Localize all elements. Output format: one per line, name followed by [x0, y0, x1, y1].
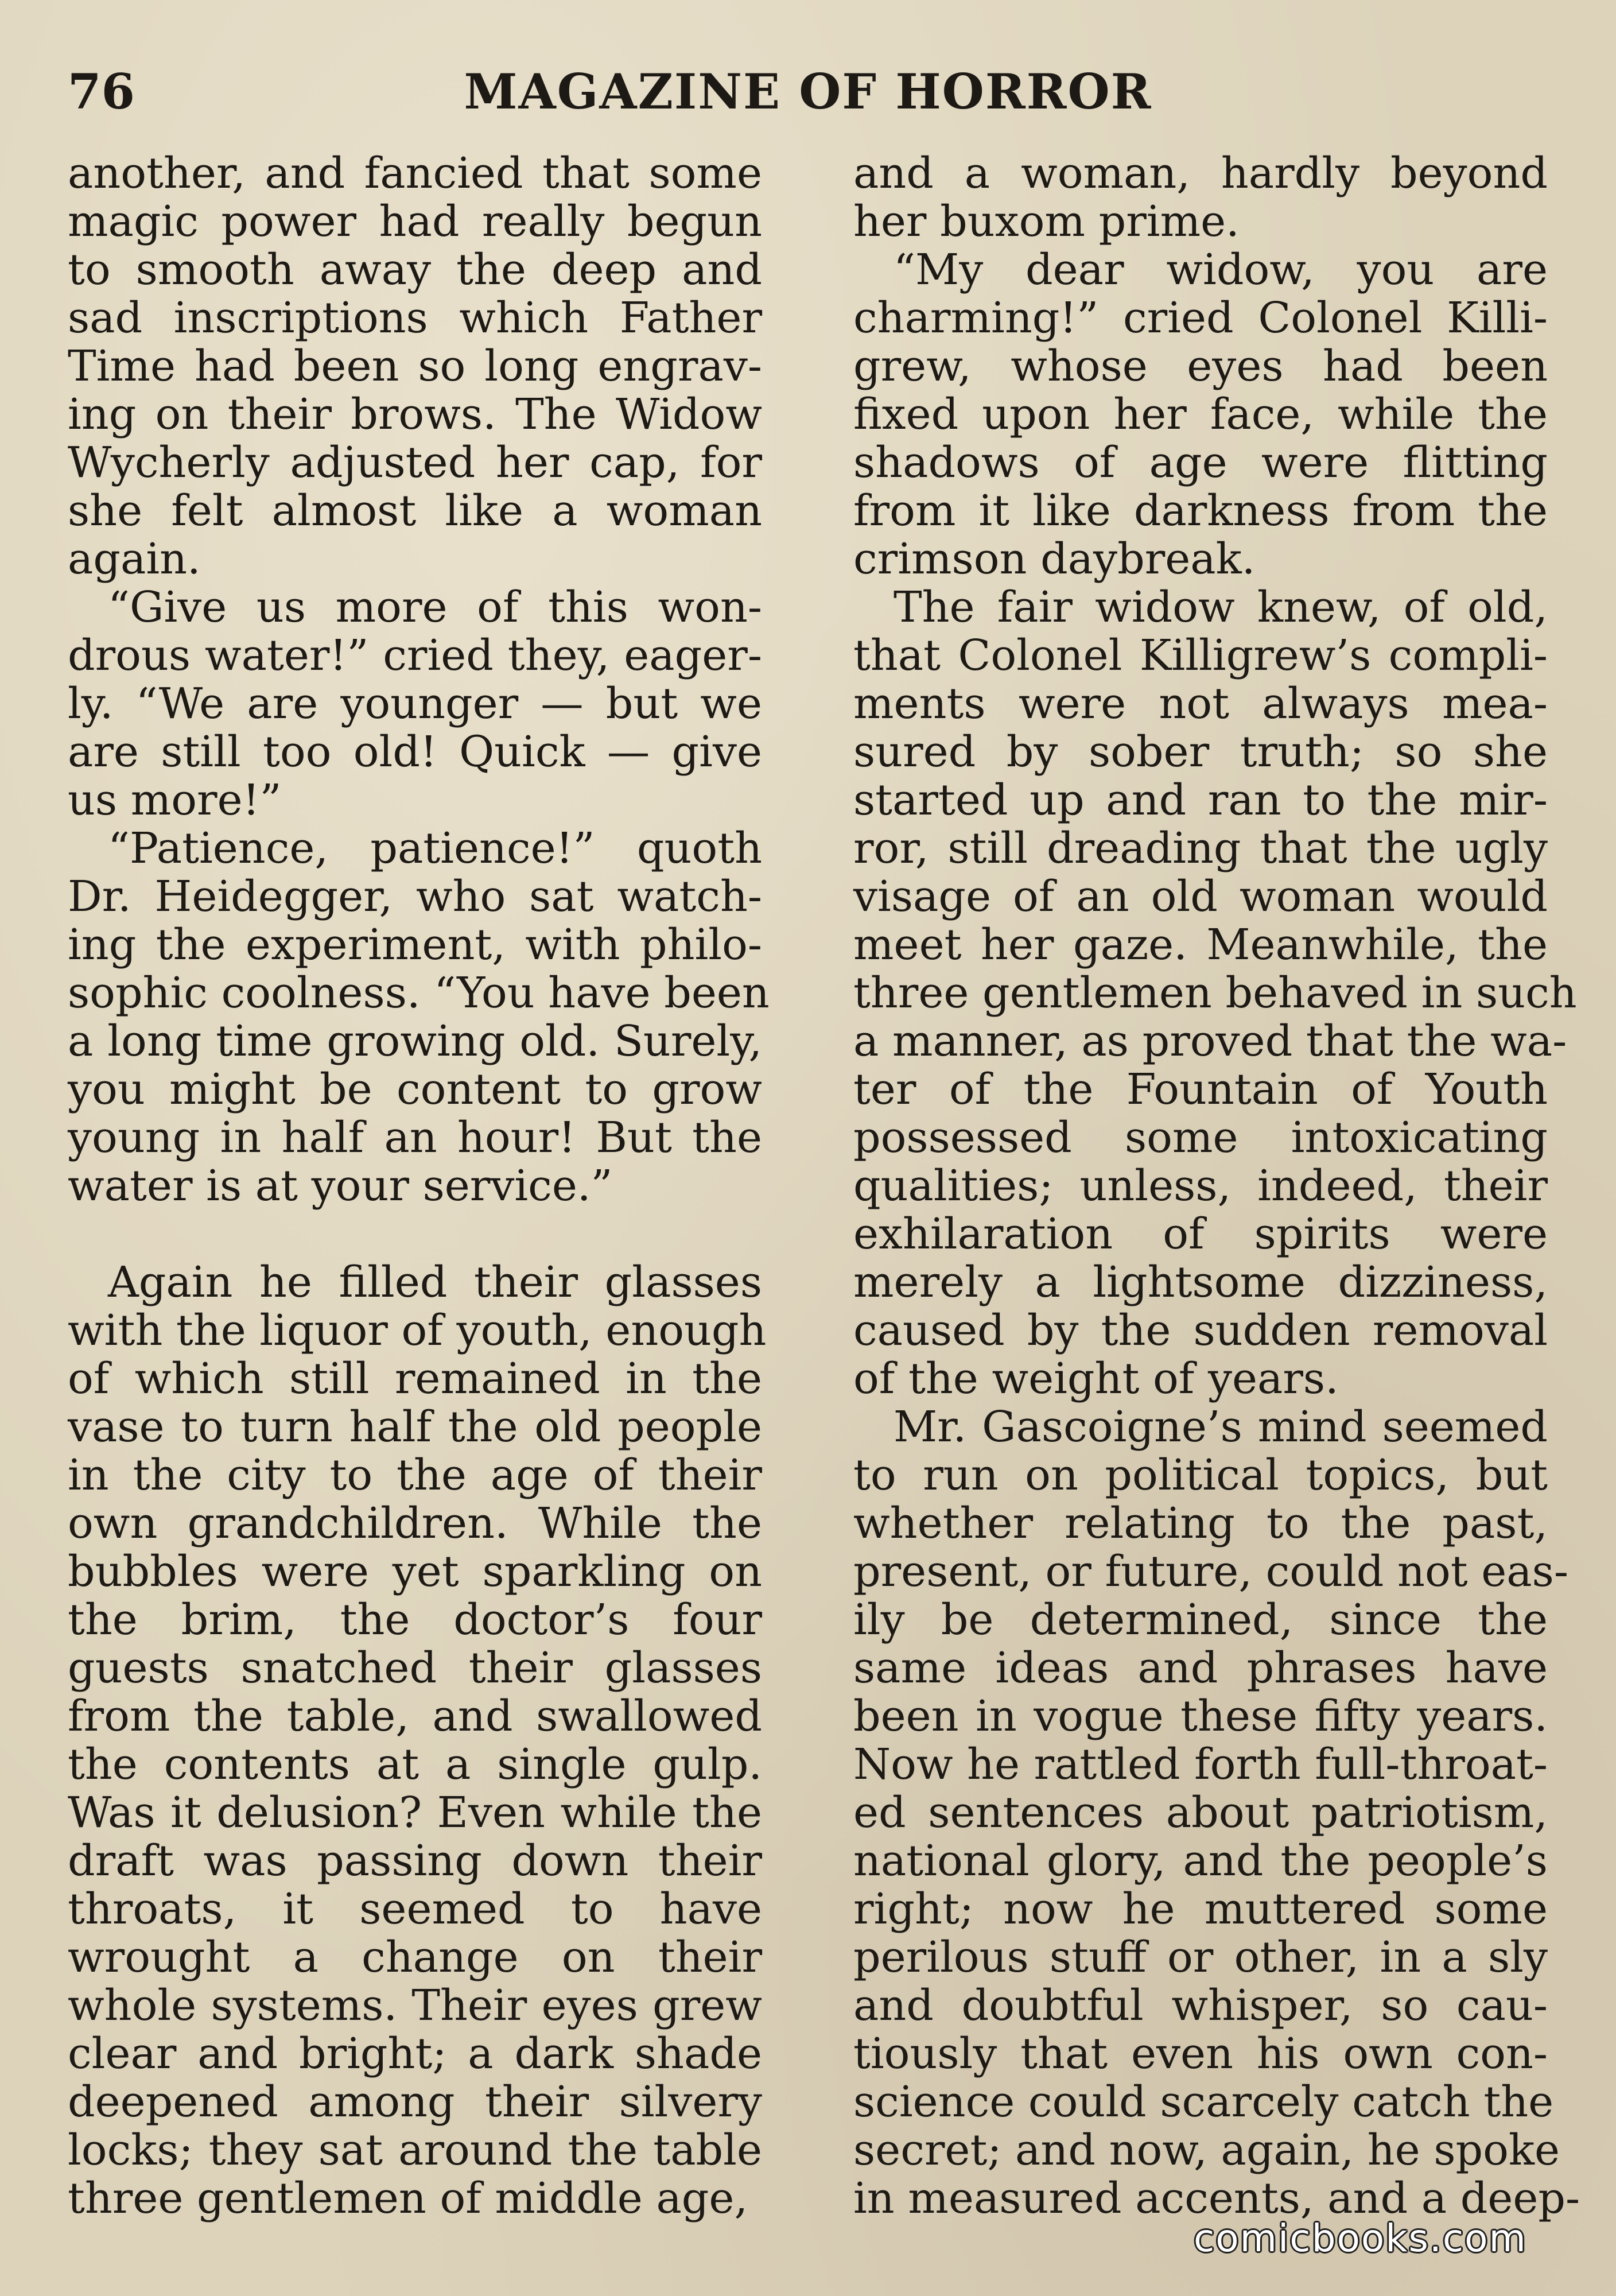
- text-line: ter of the Fountain of Youth: [853, 1064, 1548, 1114]
- text-line: ing on their brows. The Widow: [68, 389, 762, 439]
- text-line: draft was passing down their: [68, 1836, 762, 1886]
- text-line: ily be determined, since the: [853, 1595, 1548, 1645]
- text-line: the brim, the doctor’s four: [68, 1595, 762, 1645]
- watermark-logo: comicbooks.com: [1194, 2216, 1527, 2260]
- text-line: exhilaration of spirits were: [853, 1209, 1548, 1259]
- text-line: you might be content to grow: [68, 1064, 762, 1114]
- text-line: with the liquor of youth, enough: [68, 1305, 767, 1355]
- text-line: possessed some intoxicating: [853, 1112, 1548, 1162]
- text-line: to run on political topics, but: [853, 1450, 1548, 1500]
- text-line: ror, still dreading that the ugly: [853, 823, 1548, 873]
- text-line: a manner, as proved that the wa-: [853, 1016, 1567, 1066]
- text-line: in the city to the age of their: [68, 1450, 762, 1500]
- text-line: the contents at a single gulp.: [68, 1739, 762, 1789]
- text-line: her buxom prime.: [853, 196, 1240, 246]
- text-line: to smooth away the deep and: [68, 245, 762, 294]
- text-line: caused by the sudden removal: [853, 1305, 1548, 1355]
- text-line: perilous stuff or other, in a sly: [853, 1932, 1548, 1982]
- text-line: drous water!” cried they, eager-: [68, 630, 762, 680]
- text-line: science could scarcely catch the: [853, 2077, 1554, 2127]
- text-line: sophic coolness. “You have been: [68, 968, 770, 1018]
- text-line: fixed upon her face, while the: [853, 389, 1548, 439]
- text-line: “My dear widow, you are: [894, 245, 1548, 294]
- paragraph-break: [68, 1210, 762, 1258]
- text-line: ly. “We are younger — but we: [68, 678, 762, 728]
- text-line: of the weight of years.: [853, 1353, 1339, 1403]
- text-line: young in half an hour! But the: [68, 1112, 762, 1162]
- text-line: water is at your service.”: [68, 1161, 613, 1211]
- text-line: “Give us more of this won-: [108, 582, 762, 632]
- text-line: throats, it seemed to have: [68, 1884, 762, 1934]
- text-line: bubbles were yet sparkling on: [68, 1546, 762, 1596]
- text-line: are still too old! Quick — give: [68, 727, 762, 777]
- text-line: and a woman, hardly beyond: [853, 148, 1548, 198]
- text-line: visage of an old woman would: [853, 871, 1548, 921]
- text-line: from the table, and swallowed: [68, 1691, 762, 1741]
- text-line: whole systems. Their eyes grew: [68, 1980, 762, 2030]
- text-line: The fair widow knew, of old,: [894, 582, 1548, 632]
- text-line: qualities; unless, indeed, their: [853, 1161, 1548, 1211]
- text-line: own grandchildren. While the: [68, 1498, 762, 1548]
- text-line: locks; they sat around the table: [68, 2125, 762, 2175]
- text-line: same ideas and phrases have: [853, 1643, 1548, 1693]
- text-line: Was it delusion? Even while the: [68, 1787, 762, 1837]
- text-line: wrought a change on their: [68, 1932, 762, 1982]
- text-line: ing the experiment, with philo-: [68, 920, 762, 969]
- text-line: grew, whose eyes had been: [853, 341, 1548, 391]
- text-line: “Patience, patience!” quoth: [108, 823, 762, 873]
- text-line: Mr. Gascoigne’s mind seemed: [894, 1402, 1548, 1452]
- text-line: sured by sober truth; so she: [853, 727, 1548, 777]
- text-line: sad inscriptions which Father: [68, 293, 762, 343]
- text-line: deepened among their silvery: [68, 2077, 762, 2127]
- text-line: clear and bright; a dark shade: [68, 2029, 762, 2078]
- text-line: secret; and now, again, he spoke: [853, 2125, 1560, 2175]
- text-line: tiously that even his own con-: [853, 2029, 1548, 2078]
- text-line: a long time growing old. Surely,: [68, 1016, 762, 1066]
- text-line: ments were not always mea-: [853, 678, 1548, 728]
- text-line: she felt almost like a woman: [68, 486, 762, 536]
- text-line: Wycherly adjusted her cap, for: [68, 437, 762, 487]
- text-line: us more!”: [68, 775, 282, 825]
- text-line: charming!” cried Colonel Killi-: [853, 293, 1548, 343]
- text-line: present, or future, could not eas-: [853, 1546, 1568, 1596]
- text-line: national glory, and the people’s: [853, 1836, 1548, 1886]
- text-line: started up and ran to the mir-: [853, 775, 1548, 825]
- text-line: three gentlemen of middle age,: [68, 2173, 748, 2223]
- right-text-column: [853, 148, 1580, 2223]
- text-line: that Colonel Killigrew’s compli-: [853, 630, 1548, 680]
- text-line: magic power had really begun: [68, 196, 762, 246]
- page-header: [68, 60, 1548, 123]
- page-number: 76: [68, 63, 135, 120]
- text-line: vase to turn half the old people: [68, 1402, 762, 1452]
- text-line: another, and fancied that some: [68, 148, 762, 198]
- text-line: ed sentences about patriotism,: [853, 1787, 1548, 1837]
- text-line: been in vogue these fifty years.: [853, 1691, 1548, 1741]
- text-line: Again he filled their glasses: [108, 1257, 762, 1307]
- text-line: guests snatched their glasses: [68, 1643, 762, 1693]
- text-line: and doubtful whisper, so cau-: [853, 1980, 1548, 2030]
- text-line: in measured accents, and a deep-: [853, 2173, 1580, 2223]
- text-line: merely a lightsome dizziness,: [853, 1257, 1548, 1307]
- text-line: from it like darkness from the: [853, 486, 1548, 536]
- text-line: shadows of age were flitting: [853, 437, 1548, 487]
- text-line: Time had been so long engrav-: [68, 341, 762, 391]
- text-line: again.: [68, 534, 201, 584]
- text-line: meet her gaze. Meanwhile, the: [853, 920, 1548, 969]
- text-line: right; now he muttered some: [853, 1884, 1548, 1934]
- text-line: three gentlemen behaved in such: [853, 968, 1577, 1018]
- text-line: Now he rattled forth full-throat-: [853, 1739, 1548, 1789]
- running-title: MAGAZINE OF HORROR: [464, 63, 1152, 120]
- left-text-column: [68, 148, 770, 2223]
- text-line: whether relating to the past,: [853, 1498, 1548, 1548]
- text-line: of which still remained in the: [68, 1353, 762, 1403]
- text-line: crimson daybreak.: [853, 534, 1256, 584]
- text-line: Dr. Heidegger, who sat watch-: [68, 871, 762, 921]
